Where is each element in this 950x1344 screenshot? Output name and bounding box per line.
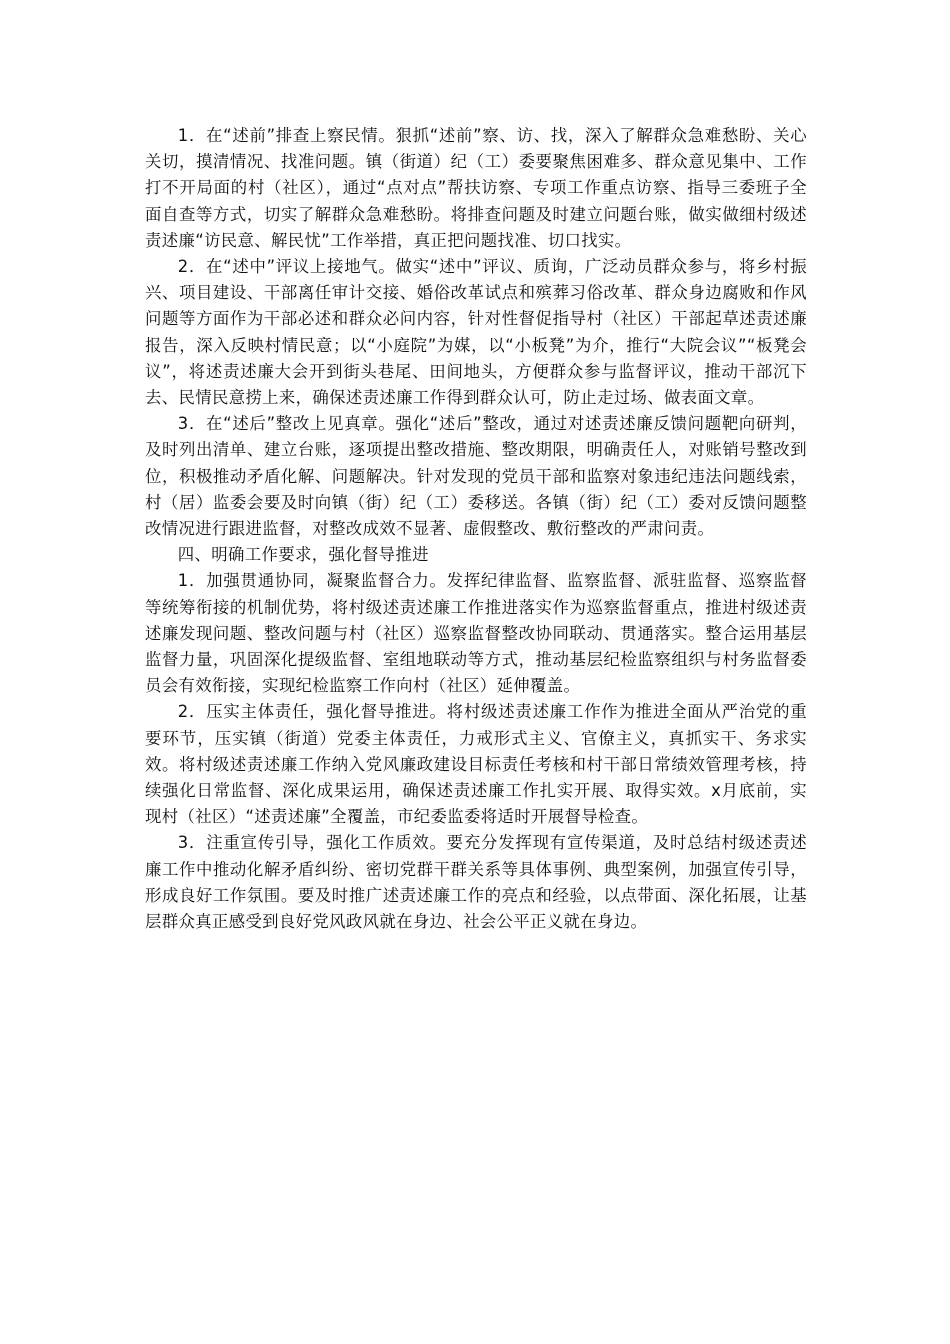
document-body <box>145 123 807 935</box>
paragraph-coordination: 1．加强贯通协同，凝聚监督合力。发挥纪律监督、监察监督、派驻监督、巡察监督等统筹衔接的机制优势，将村级述责述廉工作推进落实作为巡察监督重点，推进村级述责述廉发现问题、整改问题与村（社区）巡察监督整改协同联动、贯通落实。整合运用基层监督力量，巩固深化提级监督、室组地联动等方式，推动基层纪检监察组织与村务监督委员会有效衔接，实现纪检监察工作向村（社区）延伸覆盖。 <box>145 571 807 696</box>
paragraph-post-report-rectification: 3．在“述后”整改上见真章。强化“述后”整改，通过对述责述廉反馈问题靶向研判，及时列出清单、建立台账，逐项提出整改措施、整改期限，明确责任人，对账销号整改到位，积极推动矛盾化解、问题解决。针对发现的党员干部和监察对象违纪违法问题线索，村（居）监委会要及时向镇（街）纪（工）委移送。各镇（街）纪（工）委对反馈问题整改情况进行跟进监督，对整改成效不显著、虚假整改、敷衍整改的严肃问责。 <box>145 414 807 539</box>
paragraph-responsibility: 2．压实主体责任，强化督导推进。将村级述责述廉工作作为推进全面从严治党的重要环节，压实镇（街道）党委主体责任，力戒形式主义、官僚主义，真抓实干、务求实效。将村级述责述廉工作纳入党风廉政建设目标责任考核和村干部日常绩效管理考核，持续强化日常监督、深化成果运用，确保述责述廉工作扎实开展、取得实效。x月底前，实现村（社区）“述责述廉”全覆盖，市纪委监委将适时开展督导检查。 <box>145 702 807 827</box>
paragraph-mid-report-review: 2．在“述中”评议上接地气。做实“述中”评议、质询，广泛动员群众参与，将乡村振兴、项目建设、干部离任审计交接、婚俗改革试点和殡葬习俗改革、群众身边腐败和作风问题等方面作为干部必述和群众必问内容，针对性督促指导村（社区）干部起草述责述廉报告，深入反映村情民意；以“小庭院”为媒，以“小板凳”为介，推行“大院会议”“板凳会议”，将述责述廉大会开到街头巷尾、田间地头，方便群众参与监督评议，推动干部沉下去、民情民意捞上来，确保述责述廉工作得到群众认可，防止走过场、做表面文章。 <box>145 257 807 408</box>
section-heading-work-requirements: 四、明确工作要求，强化督导推进 <box>177 545 429 565</box>
paragraph-publicity: 3．注重宣传引导，强化工作质效。要充分发挥现有宣传渠道，及时总结村级述责述廉工作中推动化解矛盾纠纷、密切党群干群关系等具体事例、典型案例，加强宣传引导，形成良好工作氛围。要及时推广述责述廉工作的亮点和经验，以点带面、深化拓展，让基层群众真正感受到良好党风政风就在身边、社会公平正义就在身边。 <box>145 833 807 932</box>
paragraph-pre-report-survey: 1．在“述前”排查上察民情。狠抓“述前”察、访、找，深入了解群众急难愁盼、关心关切，摸清情况、找准问题。镇（街道）纪（工）委要聚焦困难多、群众意见集中、工作打不开局面的村（社区），通过“点对点”帮扶访察、专项工作重点访察、指导三委班子全面自查等方式，切实了解群众急难愁盼。将排查问题及时建立问题台账，做实做细村级述责述廉“访民意、解民忧”工作举措，真正把问题找准、切口找实。 <box>145 126 807 250</box>
